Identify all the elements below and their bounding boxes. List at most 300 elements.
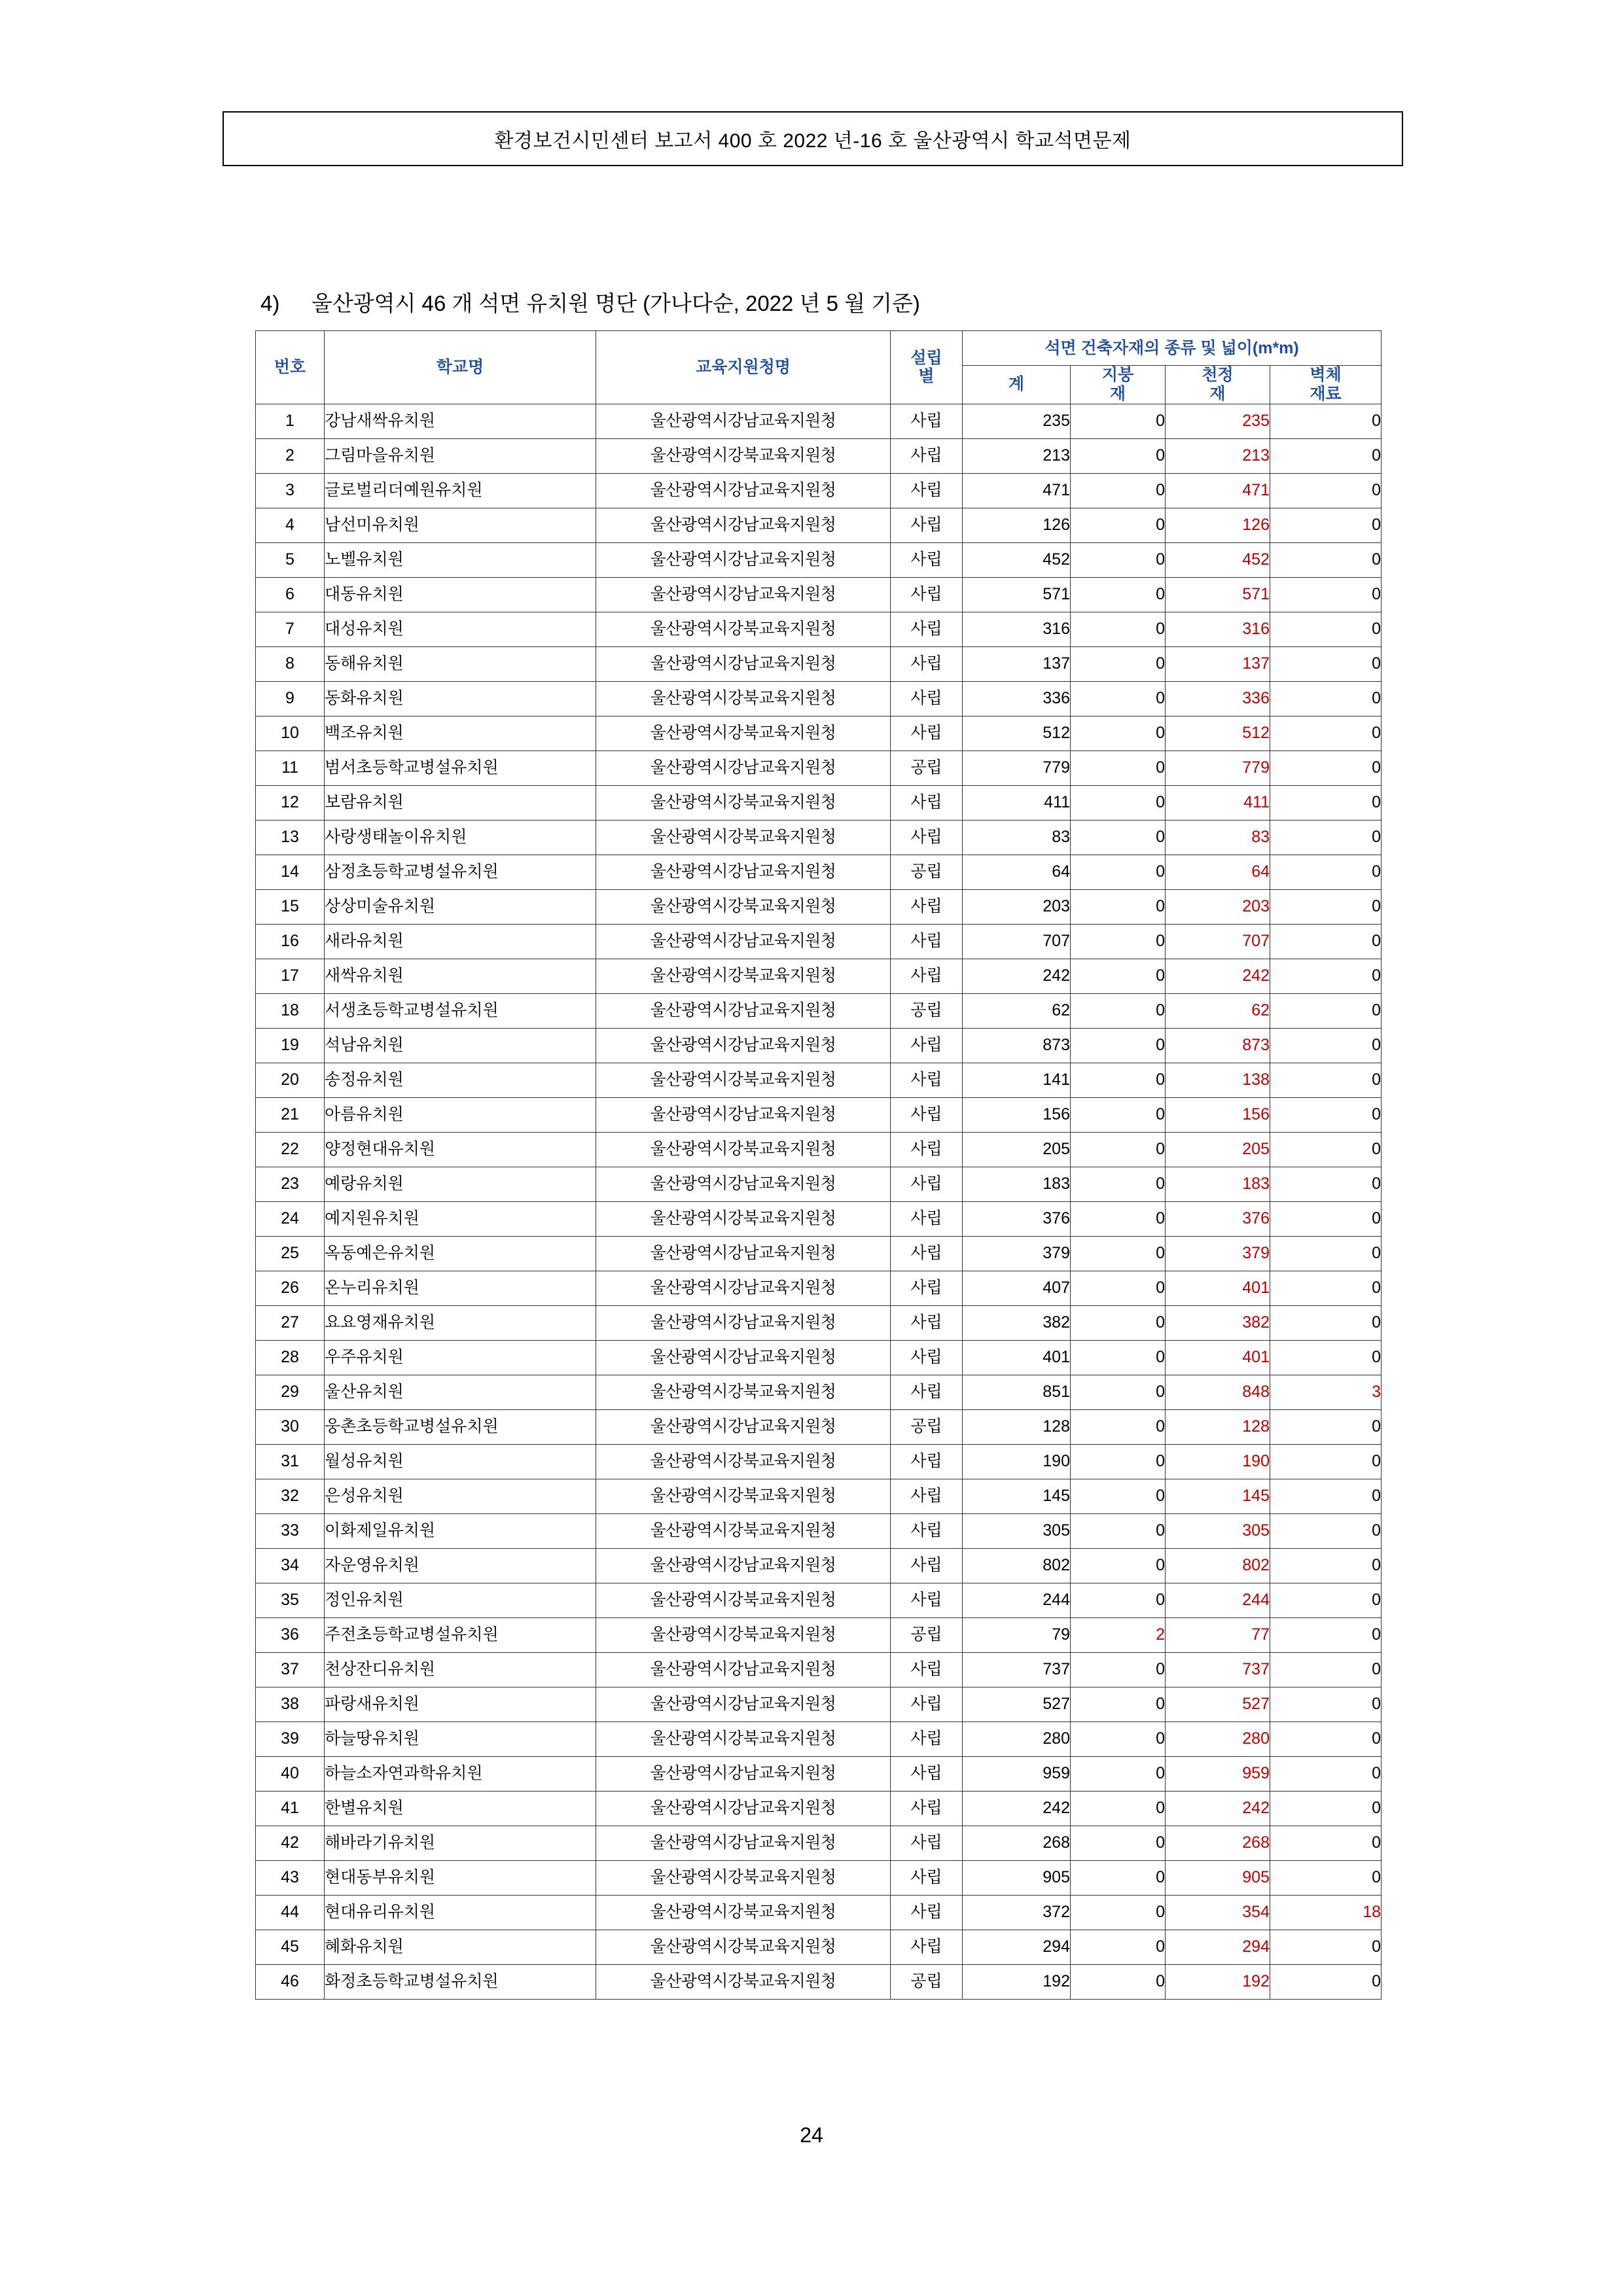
table-row (256, 1409, 1382, 1444)
cell-type: 사립 (891, 1930, 963, 1964)
cell-school: 해바라기유치원 (325, 1826, 596, 1860)
cell-ceiling: 959 (1166, 1756, 1270, 1791)
cell-roof: 0 (1071, 1201, 1166, 1236)
cell-wall: 0 (1270, 1236, 1382, 1271)
cell-sum: 571 (963, 577, 1071, 612)
cell-type: 사립 (891, 1444, 963, 1479)
cell-roof: 0 (1071, 1964, 1166, 1999)
cell-roof: 0 (1071, 1375, 1166, 1409)
table-row (256, 1097, 1382, 1132)
table-row (256, 1964, 1382, 1999)
cell-ceiling: 336 (1166, 681, 1270, 716)
cell-school: 서생초등학교병설유치원 (325, 993, 596, 1028)
cell-no: 1 (256, 404, 325, 438)
cell-office: 울산광역시강북교육지원청 (596, 1583, 891, 1617)
cell-no: 44 (256, 1895, 325, 1930)
col-header-roof-line1: 지붕 (1101, 366, 1134, 384)
cell-wall: 0 (1270, 404, 1382, 438)
cell-sum: 905 (963, 1860, 1071, 1895)
cell-type: 사립 (891, 1652, 963, 1687)
cell-no: 16 (256, 924, 325, 959)
table-row (256, 1583, 1382, 1617)
cell-type: 사립 (891, 1305, 963, 1340)
cell-ceiling: 244 (1166, 1583, 1270, 1617)
cell-wall: 0 (1270, 855, 1382, 889)
cell-type: 공립 (891, 751, 963, 785)
cell-ceiling: 452 (1166, 542, 1270, 577)
cell-roof: 0 (1071, 1444, 1166, 1479)
cell-no: 28 (256, 1340, 325, 1375)
cell-no: 13 (256, 820, 325, 855)
cell-roof: 0 (1071, 1513, 1166, 1548)
cell-sum: 190 (963, 1444, 1071, 1479)
cell-ceiling: 571 (1166, 577, 1270, 612)
cell-no: 4 (256, 508, 325, 542)
col-header-sum: 계 (963, 366, 1071, 404)
cell-sum: 851 (963, 1375, 1071, 1409)
cell-ceiling: 802 (1166, 1548, 1270, 1583)
cell-office: 울산광역시강북교육지원청 (596, 1201, 891, 1236)
cell-no: 5 (256, 542, 325, 577)
cell-roof: 0 (1071, 1722, 1166, 1756)
cell-sum: 242 (963, 959, 1071, 993)
cell-sum: 141 (963, 1063, 1071, 1097)
cell-ceiling: 62 (1166, 993, 1270, 1028)
cell-wall: 0 (1270, 785, 1382, 820)
cell-office: 울산광역시강남교육지원청 (596, 1271, 891, 1305)
cell-wall: 0 (1270, 542, 1382, 577)
cell-type: 사립 (891, 1479, 963, 1513)
cell-sum: 779 (963, 751, 1071, 785)
table-row (256, 1132, 1382, 1167)
cell-ceiling: 137 (1166, 646, 1270, 681)
cell-sum: 268 (963, 1826, 1071, 1860)
cell-office: 울산광역시강남교육지원청 (596, 404, 891, 438)
cell-wall: 0 (1270, 1479, 1382, 1513)
cell-office: 울산광역시강남교육지원청 (596, 1687, 891, 1722)
cell-wall: 0 (1270, 1167, 1382, 1201)
cell-wall: 0 (1270, 1201, 1382, 1236)
cell-wall: 0 (1270, 1722, 1382, 1756)
cell-no: 14 (256, 855, 325, 889)
cell-office: 울산광역시강북교육지원청 (596, 1895, 891, 1930)
cell-roof: 0 (1071, 508, 1166, 542)
cell-no: 31 (256, 1444, 325, 1479)
cell-roof: 0 (1071, 993, 1166, 1028)
cell-wall: 0 (1270, 1652, 1382, 1687)
cell-sum: 382 (963, 1305, 1071, 1340)
cell-office: 울산광역시강남교육지원청 (596, 1305, 891, 1340)
col-header-roof-line2: 재 (1109, 384, 1126, 403)
table-row (256, 1687, 1382, 1722)
table-row (256, 1063, 1382, 1097)
cell-office: 울산광역시강북교육지원청 (596, 612, 891, 646)
table-row (256, 1167, 1382, 1201)
cell-office: 울산광역시강남교육지원청 (596, 1548, 891, 1583)
cell-office: 울산광역시강북교육지원청 (596, 1617, 891, 1652)
table-row (256, 1617, 1382, 1652)
cell-sum: 707 (963, 924, 1071, 959)
cell-wall: 0 (1270, 612, 1382, 646)
cell-no: 19 (256, 1028, 325, 1063)
cell-type: 공립 (891, 1964, 963, 1999)
cell-school: 하늘땅유치원 (325, 1722, 596, 1756)
cell-sum: 737 (963, 1652, 1071, 1687)
cell-school: 남선미유치원 (325, 508, 596, 542)
cell-office: 울산광역시강북교육지원청 (596, 1479, 891, 1513)
cell-ceiling: 138 (1166, 1063, 1270, 1097)
cell-roof: 0 (1071, 716, 1166, 751)
cell-type: 사립 (891, 924, 963, 959)
cell-type: 사립 (891, 1583, 963, 1617)
cell-roof: 0 (1071, 681, 1166, 716)
cell-no: 29 (256, 1375, 325, 1409)
cell-school: 우주유치원 (325, 1340, 596, 1375)
cell-school: 삼정초등학교병설유치원 (325, 855, 596, 889)
cell-roof: 0 (1071, 1063, 1166, 1097)
cell-type: 사립 (891, 1236, 963, 1271)
cell-roof: 0 (1071, 1340, 1166, 1375)
cell-sum: 235 (963, 404, 1071, 438)
cell-school: 그림마을유치원 (325, 438, 596, 473)
cell-ceiling: 905 (1166, 1860, 1270, 1895)
cell-school: 울산유치원 (325, 1375, 596, 1409)
cell-type: 공립 (891, 855, 963, 889)
cell-wall: 0 (1270, 1305, 1382, 1340)
cell-type: 사립 (891, 577, 963, 612)
cell-office: 울산광역시강북교육지원청 (596, 820, 891, 855)
table-row (256, 959, 1382, 993)
cell-type: 사립 (891, 1063, 963, 1097)
cell-school: 상상미술유치원 (325, 889, 596, 924)
cell-school: 요요영재유치원 (325, 1305, 596, 1340)
cell-no: 3 (256, 473, 325, 508)
cell-school: 사랑생태놀이유치원 (325, 820, 596, 855)
cell-ceiling: 779 (1166, 751, 1270, 785)
cell-type: 사립 (891, 646, 963, 681)
cell-no: 27 (256, 1305, 325, 1340)
cell-sum: 376 (963, 1201, 1071, 1236)
cell-type: 사립 (891, 1201, 963, 1236)
col-header-wall-line2: 재료 (1310, 384, 1342, 403)
cell-school: 월성유치원 (325, 1444, 596, 1479)
cell-ceiling: 205 (1166, 1132, 1270, 1167)
cell-school: 혜화유치원 (325, 1930, 596, 1964)
cell-office: 울산광역시강북교육지원청 (596, 1513, 891, 1548)
cell-ceiling: 64 (1166, 855, 1270, 889)
cell-no: 39 (256, 1722, 325, 1756)
cell-type: 사립 (891, 1340, 963, 1375)
col-header-type-line2: 별 (918, 367, 935, 386)
cell-no: 8 (256, 646, 325, 681)
cell-ceiling: 242 (1166, 1791, 1270, 1826)
cell-sum: 305 (963, 1513, 1071, 1548)
cell-sum: 205 (963, 1132, 1071, 1167)
cell-roof: 0 (1071, 1652, 1166, 1687)
cell-roof: 0 (1071, 1028, 1166, 1063)
cell-sum: 203 (963, 889, 1071, 924)
cell-school: 이화제일유치원 (325, 1513, 596, 1548)
col-header-wall (1270, 366, 1382, 404)
cell-ceiling: 354 (1166, 1895, 1270, 1930)
cell-ceiling: 527 (1166, 1687, 1270, 1722)
cell-roof: 0 (1071, 924, 1166, 959)
cell-type: 사립 (891, 473, 963, 508)
cell-type: 사립 (891, 1791, 963, 1826)
cell-roof: 0 (1071, 542, 1166, 577)
cell-no: 33 (256, 1513, 325, 1548)
cell-ceiling: 382 (1166, 1305, 1270, 1340)
cell-office: 울산광역시강남교육지원청 (596, 1097, 891, 1132)
cell-no: 37 (256, 1652, 325, 1687)
cell-wall: 0 (1270, 1860, 1382, 1895)
cell-school: 천상잔디유치원 (325, 1652, 596, 1687)
col-header-type-line1: 설립 (910, 348, 942, 367)
cell-roof: 0 (1071, 1236, 1166, 1271)
cell-ceiling: 203 (1166, 889, 1270, 924)
cell-wall: 0 (1270, 1063, 1382, 1097)
cell-school: 대동유치원 (325, 577, 596, 612)
cell-wall: 0 (1270, 993, 1382, 1028)
cell-roof: 0 (1071, 577, 1166, 612)
cell-roof: 0 (1071, 1409, 1166, 1444)
cell-school: 예랑유치원 (325, 1167, 596, 1201)
cell-no: 17 (256, 959, 325, 993)
cell-no: 42 (256, 1826, 325, 1860)
cell-type: 공립 (891, 993, 963, 1028)
cell-wall: 0 (1270, 716, 1382, 751)
cell-ceiling: 873 (1166, 1028, 1270, 1063)
table-row (256, 1826, 1382, 1860)
col-header-ceiling-line2: 재 (1209, 384, 1226, 403)
cell-ceiling: 707 (1166, 924, 1270, 959)
cell-wall: 3 (1270, 1375, 1382, 1409)
cell-sum: 959 (963, 1756, 1071, 1791)
cell-wall: 0 (1270, 577, 1382, 612)
cell-wall: 0 (1270, 751, 1382, 785)
cell-no: 23 (256, 1167, 325, 1201)
cell-office: 울산광역시강남교육지원청 (596, 993, 891, 1028)
cell-no: 9 (256, 681, 325, 716)
cell-school: 범서초등학교병설유치원 (325, 751, 596, 785)
cell-roof: 0 (1071, 1895, 1166, 1930)
cell-office: 울산광역시강남교육지원청 (596, 751, 891, 785)
table-row (256, 1479, 1382, 1513)
cell-school: 글로벌리더예원유치원 (325, 473, 596, 508)
page-number: 24 (800, 2123, 823, 2147)
cell-wall: 0 (1270, 924, 1382, 959)
cell-wall: 0 (1270, 681, 1382, 716)
cell-roof: 0 (1071, 1271, 1166, 1305)
col-group-header-asbestos: 석면 건축자재의 종류 및 넓이(m*m) (963, 331, 1382, 366)
cell-office: 울산광역시강남교육지원청 (596, 542, 891, 577)
cell-sum: 213 (963, 438, 1071, 473)
cell-type: 사립 (891, 681, 963, 716)
cell-no: 11 (256, 751, 325, 785)
cell-type: 사립 (891, 820, 963, 855)
cell-school: 새라유치원 (325, 924, 596, 959)
section-marker: 4) (260, 291, 280, 315)
cell-roof: 0 (1071, 1930, 1166, 1964)
cell-school: 주전초등학교병설유치원 (325, 1617, 596, 1652)
cell-school: 노벨유치원 (325, 542, 596, 577)
cell-type: 사립 (891, 1513, 963, 1548)
cell-sum: 145 (963, 1479, 1071, 1513)
cell-no: 26 (256, 1271, 325, 1305)
cell-office: 울산광역시강남교육지원청 (596, 1409, 891, 1444)
cell-ceiling: 280 (1166, 1722, 1270, 1756)
table-row (256, 1375, 1382, 1409)
cell-no: 22 (256, 1132, 325, 1167)
cell-ceiling: 379 (1166, 1236, 1270, 1271)
cell-no: 38 (256, 1687, 325, 1722)
table-row (256, 1860, 1382, 1895)
cell-ceiling: 183 (1166, 1167, 1270, 1201)
cell-office: 울산광역시강남교육지원청 (596, 508, 891, 542)
cell-roof: 2 (1071, 1617, 1166, 1652)
cell-school: 화정초등학교병설유치원 (325, 1964, 596, 1999)
cell-no: 7 (256, 612, 325, 646)
table-row (256, 924, 1382, 959)
cell-sum: 372 (963, 1895, 1071, 1930)
table-row (256, 1895, 1382, 1930)
cell-sum: 411 (963, 785, 1071, 820)
col-header-office: 교육지원청명 (596, 331, 891, 404)
cell-roof: 0 (1071, 889, 1166, 924)
cell-roof: 0 (1071, 751, 1166, 785)
cell-no: 36 (256, 1617, 325, 1652)
cell-wall: 0 (1270, 1340, 1382, 1375)
cell-office: 울산광역시강북교육지원청 (596, 889, 891, 924)
cell-ceiling: 376 (1166, 1201, 1270, 1236)
table-row (256, 1930, 1382, 1964)
cell-wall: 0 (1270, 646, 1382, 681)
cell-office: 울산광역시강남교육지원청 (596, 1028, 891, 1063)
cell-school: 웅촌초등학교병설유치원 (325, 1409, 596, 1444)
cell-school: 송정유치원 (325, 1063, 596, 1097)
col-header-school: 학교명 (325, 331, 596, 404)
cell-school: 백조유치원 (325, 716, 596, 751)
cell-office: 울산광역시강북교육지원청 (596, 1132, 891, 1167)
cell-ceiling: 305 (1166, 1513, 1270, 1548)
col-header-wall-line1: 벽체 (1310, 366, 1342, 384)
cell-no: 45 (256, 1930, 325, 1964)
cell-office: 울산광역시강남교육지원청 (596, 855, 891, 889)
cell-roof: 0 (1071, 855, 1166, 889)
table-head-row-1 (256, 331, 1382, 366)
cell-type: 사립 (891, 542, 963, 577)
table-row (256, 646, 1382, 681)
cell-school: 동화유치원 (325, 681, 596, 716)
cell-ceiling: 77 (1166, 1617, 1270, 1652)
cell-wall: 0 (1270, 889, 1382, 924)
running-head-text: 환경보건시민센터 보고서 400 호 2022 년-16 호 울산광역시 학교석면문제 (494, 130, 1132, 152)
cell-office: 울산광역시강북교육지원청 (596, 1964, 891, 1999)
cell-ceiling: 192 (1166, 1964, 1270, 1999)
cell-wall: 0 (1270, 1756, 1382, 1791)
col-header-type (891, 331, 963, 404)
table-row (256, 1340, 1382, 1375)
cell-ceiling: 190 (1166, 1444, 1270, 1479)
cell-office: 울산광역시강북교육지원청 (596, 716, 891, 751)
cell-school: 정인유치원 (325, 1583, 596, 1617)
cell-sum: 452 (963, 542, 1071, 577)
cell-sum: 156 (963, 1097, 1071, 1132)
cell-sum: 407 (963, 1271, 1071, 1305)
cell-office: 울산광역시강북교육지원청 (596, 681, 891, 716)
cell-office: 울산광역시강북교육지원청 (596, 1444, 891, 1479)
cell-sum: 128 (963, 1409, 1071, 1444)
table-row (256, 1201, 1382, 1236)
cell-type: 사립 (891, 1132, 963, 1167)
cell-ceiling: 242 (1166, 959, 1270, 993)
cell-type: 사립 (891, 404, 963, 438)
cell-no: 12 (256, 785, 325, 820)
cell-office: 울산광역시강남교육지원청 (596, 1340, 891, 1375)
cell-no: 6 (256, 577, 325, 612)
cell-office: 울산광역시강남교육지원청 (596, 1236, 891, 1271)
cell-ceiling: 848 (1166, 1375, 1270, 1409)
cell-school: 옥동예은유치원 (325, 1236, 596, 1271)
cell-office: 울산광역시강북교육지원청 (596, 1860, 891, 1895)
table-row (256, 1513, 1382, 1548)
cell-school: 파랑새유치원 (325, 1687, 596, 1722)
table-row (256, 1722, 1382, 1756)
table-row (256, 1652, 1382, 1687)
cell-no: 40 (256, 1756, 325, 1791)
table-row (256, 508, 1382, 542)
cell-wall: 0 (1270, 1513, 1382, 1548)
table-row (256, 993, 1382, 1028)
cell-sum: 83 (963, 820, 1071, 855)
cell-wall: 0 (1270, 1028, 1382, 1063)
cell-school: 은성유치원 (325, 1479, 596, 1513)
cell-office: 울산광역시강북교육지원청 (596, 1930, 891, 1964)
cell-sum: 183 (963, 1167, 1071, 1201)
cell-roof: 0 (1071, 1167, 1166, 1201)
cell-wall: 18 (1270, 1895, 1382, 1930)
cell-type: 사립 (891, 508, 963, 542)
cell-sum: 137 (963, 646, 1071, 681)
cell-roof: 0 (1071, 1826, 1166, 1860)
cell-roof: 0 (1071, 1479, 1166, 1513)
cell-ceiling: 737 (1166, 1652, 1270, 1687)
table-row (256, 681, 1382, 716)
cell-ceiling: 83 (1166, 820, 1270, 855)
cell-roof: 0 (1071, 1791, 1166, 1826)
cell-wall: 0 (1270, 1444, 1382, 1479)
cell-sum: 316 (963, 612, 1071, 646)
cell-no: 10 (256, 716, 325, 751)
cell-sum: 336 (963, 681, 1071, 716)
cell-sum: 471 (963, 473, 1071, 508)
table-row (256, 855, 1382, 889)
table-row (256, 1756, 1382, 1791)
asbestos-table-container (255, 330, 1381, 2000)
cell-roof: 0 (1071, 1860, 1166, 1895)
table-row (256, 1444, 1382, 1479)
cell-no: 20 (256, 1063, 325, 1097)
section-heading (260, 287, 920, 317)
cell-type: 사립 (891, 1860, 963, 1895)
cell-ceiling: 126 (1166, 508, 1270, 542)
table-row (256, 577, 1382, 612)
table-row (256, 438, 1382, 473)
cell-type: 사립 (891, 612, 963, 646)
cell-wall: 0 (1270, 508, 1382, 542)
cell-school: 대성유치원 (325, 612, 596, 646)
table-row (256, 404, 1382, 438)
